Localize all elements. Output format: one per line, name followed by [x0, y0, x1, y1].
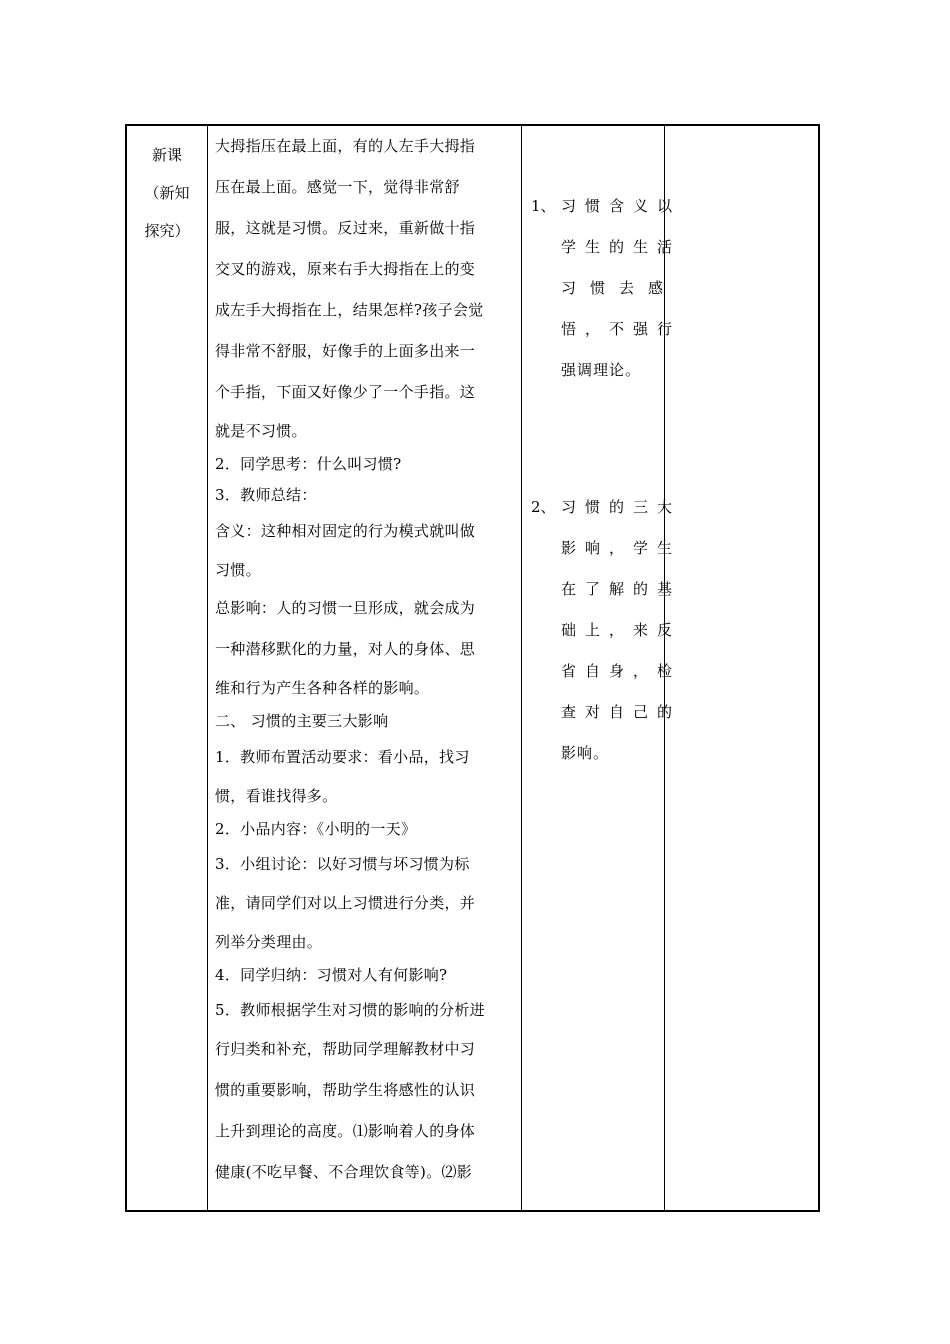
content-line: 准，请同学们对以上习惯进行分类，并 [215, 894, 476, 912]
note-2-number: 2、 [531, 498, 556, 516]
note-2-line: 省自身，检 [561, 662, 682, 680]
content-line: 二、 习惯的主要三大影响 [215, 712, 389, 730]
content-line: 4．同学归纳：习惯对人有何影响? [215, 966, 448, 984]
content-line: 惯的重要影响，帮助学生将感性的认识 [215, 1081, 476, 1099]
content-line: 含义：这种相对固定的行为模式就叫做 [215, 522, 476, 540]
note-2-line: 影响。 [561, 744, 610, 762]
content-line: 列举分类理由。 [215, 933, 323, 951]
content-line: 习惯。 [215, 561, 261, 579]
stage-cell [127, 136, 207, 250]
note-1-line: 学生的生活 [561, 238, 682, 256]
content-line: 一种潜移默化的力量，对人的身体、思 [215, 640, 476, 658]
content-line: 服，这就是习惯。反过来，重新做十指 [215, 219, 476, 237]
content-line: 维和行为产生各种各样的影响。 [215, 679, 430, 697]
content-line: 个手指，下面又好像少了一个手指。这 [215, 383, 476, 401]
note-1 [531, 186, 682, 391]
note-2 [531, 487, 682, 774]
note-1-line: 悟，不强行 [561, 320, 682, 338]
stage-label-line-3: 探究） [144, 222, 190, 240]
content-line: 2．同学思考：什么叫习惯? [215, 455, 402, 473]
column-divider-1 [207, 126, 208, 1210]
content-line: 压在最上面。感觉一下，觉得非常舒 [215, 178, 460, 196]
content-line: 1．教师布置活动要求：看小品，找习 [215, 748, 470, 766]
content-line: 得非常不舒服，好像手的上面多出来一 [215, 342, 476, 360]
note-2-line: 在了解的基 [561, 580, 682, 598]
content-line: 3．小组讨论：以好习惯与坏习惯为标 [215, 855, 470, 873]
note-2-line: 习惯的三大 [561, 498, 682, 516]
lesson-table [125, 124, 820, 1212]
note-2-line: 础上，来反 [561, 621, 682, 639]
note-1-line: 习惯去感 [561, 279, 678, 297]
note-1-line: 强调理论。 [561, 361, 642, 379]
content-line: 就是不习惯。 [215, 422, 307, 440]
content-line: 上升到理论的高度。⑴影响着人的身体 [215, 1122, 476, 1140]
content-cell [215, 126, 515, 1193]
content-line: 健康(不吃早餐、不合理饮食等)。⑵影 [215, 1163, 473, 1181]
column-divider-2 [521, 126, 522, 1210]
content-line: 5．教师根据学生对习惯的影响的分析进 [215, 1001, 485, 1019]
content-line: 大拇指压在最上面，有的人左手大拇指 [215, 137, 476, 155]
stage-label-line-2: （新知 [144, 184, 190, 202]
note-1-line: 习惯含义以 [561, 197, 682, 215]
note-1-number: 1、 [531, 197, 556, 215]
content-line: 成左手大拇指在上，结果怎样?孩子会觉 [215, 301, 484, 319]
content-line: 惯，看谁找得多。 [215, 787, 338, 805]
content-line: 2．小品内容：《小明的一天》 [215, 820, 417, 838]
stage-label-line-1: 新课 [151, 146, 182, 164]
content-line: 3．教师总结： [215, 486, 317, 504]
note-2-line: 查对自己的 [561, 703, 682, 721]
content-line: 总影响：人的习惯一旦形成，就会成为 [215, 599, 476, 617]
note-2-line: 影响，学生 [561, 539, 682, 557]
content-line: 交叉的游戏，原来右手大拇指在上的变 [215, 260, 476, 278]
content-line: 行归类和补充，帮助同学理解教材中习 [215, 1040, 476, 1058]
